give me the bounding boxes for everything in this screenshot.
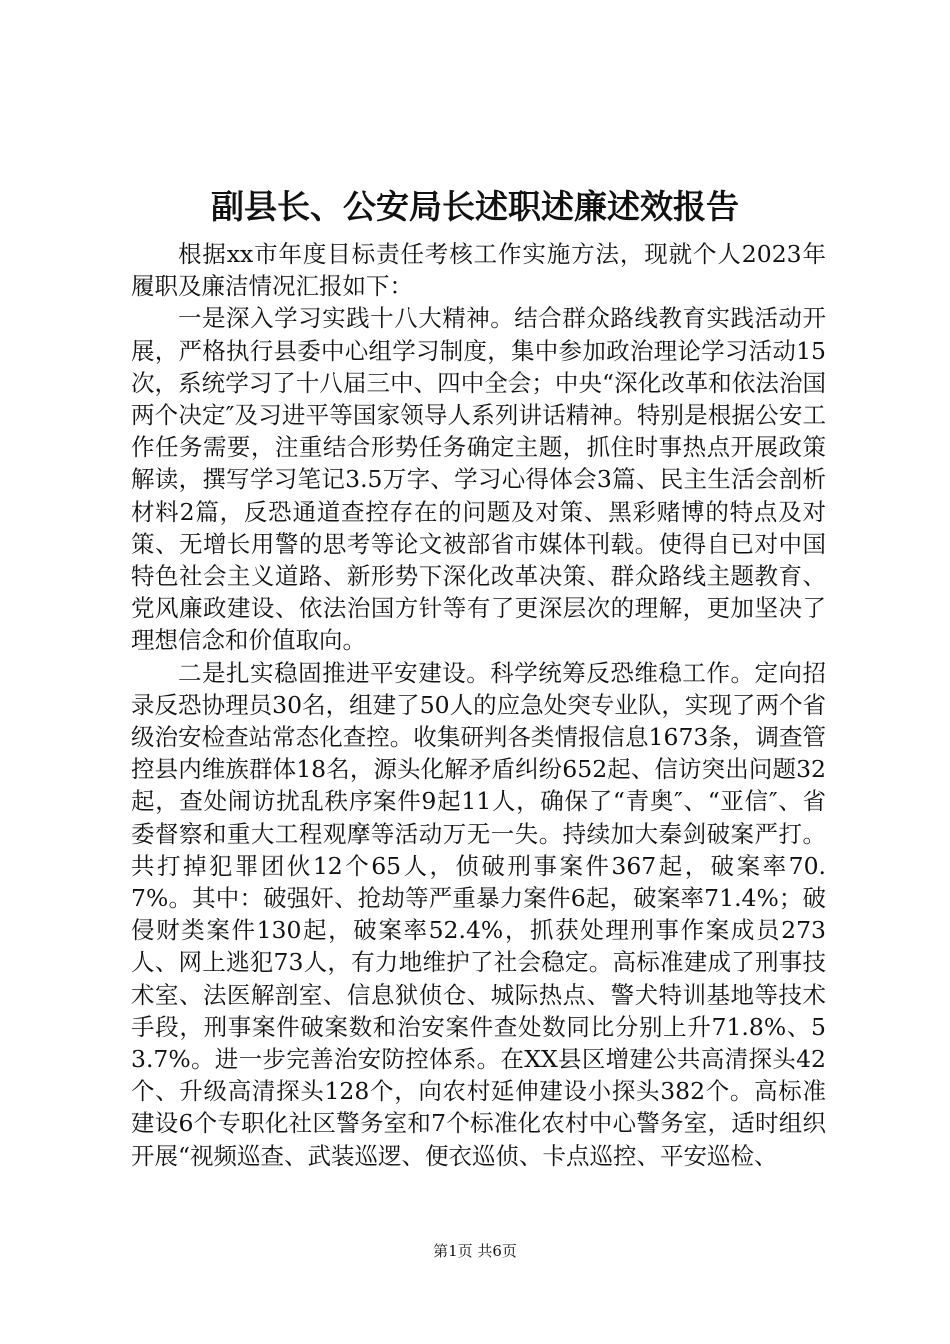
document-body xyxy=(131,238,826,1172)
paragraph-security: 二是扎实稳固推进平安建设。科学统筹反恐维稳工作。定向招录反恐协理员30名，组建了50人的应急处突专业队，实现了两个省级治安检查站常态化查控。收集研判各类情报信息1673条，调查管控县内维族群体18名，源头化解矛盾纠纷652起、信访突出问题32起，查处闹访扰乱秩序案件9起11人，确保了“青奥″、“亚信″、省委督察和重大工程观摩等活动万无一失。持续加大秦剑破案严打。共打掉犯罪团伙12个65人，侦破刑事案件367起，破案率70.7%。其中：破强奸、抢劫等严重暴力案件6起，破案率71.4%；破侵财类案件130起，破案率52.4%，抓获处理刑事作案成员273人、网上逃犯73人，有力地维护了社会稳定。高标准建成了刑事技术室、法医解剖室、信息狱侦仓、城际热点、警犬特训基地等技术手段，刑事案件破案数和治安案件查处数同比分别上升71.8%、53.7%。进一步完善治安防控体系。在XX县区增建公共高清探头42个、升级高清探头128个，向农村延伸建设小探头382个。高标准建设6个专职化社区警务室和7个标准化农村中心警务室，适时组织开展“视频巡查、武装巡逻、便衣巡侦、卡点巡控、平安巡检、 xyxy=(131,658,826,1170)
document-title: 副县长、公安局长述职述廉述效报告 xyxy=(211,187,739,226)
page-footer: 第1页 共6页 xyxy=(433,1242,517,1260)
paragraph-intro: 根据xx市年度目标责任考核工作实施方法，现就个人2023年履职及廉洁情况汇报如下： xyxy=(131,240,826,301)
paragraph-study: 一是深入学习实践十八大精神。结合群众路线教育实践活动开展，严格执行县委中心组学习制度，集中参加政治理论学习活动15次，系统学习了十八届三中、四中全会；中央“深化改革和依法治国两个决定″及习进平等国家领导人系列讲话精神。特别是根据公安工作任务需要，注重结合形势任务确定主题，抓住时事热点开展政策解读，撰写学习笔记3.5万字、学习心得体会3篇、民主生活会剖析材料2篇，反恐通道查控存在的问题及对策、黑彩赌博的特点及对策、无增长用警的思考等论文被部省市媒体刊载。使得自已对中国特色社会主义道路、新形势下深化改革决策、群众路线主题教育、党风廉政建设、依法治国方针等有了更深层次的理解，更加坚决了理想信念和价值取向。 xyxy=(131,304,826,655)
